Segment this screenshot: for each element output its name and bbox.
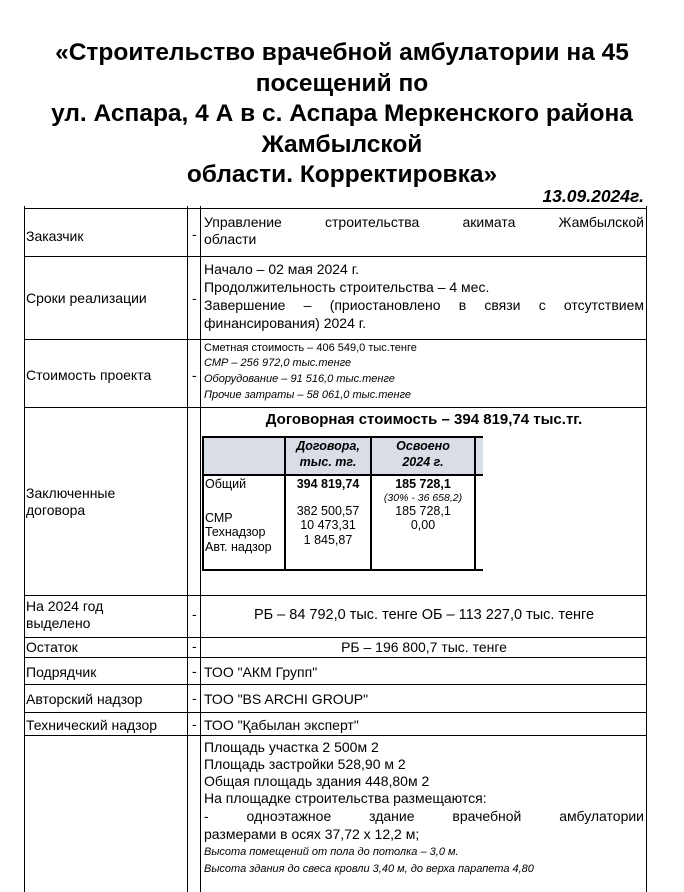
contract-total-heading: Договорная стоимость – 394 819,74 тыс.тг. — [265, 411, 583, 428]
row-label-contractor: Подрядчик — [26, 664, 97, 680]
row-dash: - — [192, 638, 197, 654]
cost-other: Прочие затраты – 58 061,0 тыс.тенге — [204, 389, 412, 401]
smr-done-value: 185 728,1 — [395, 504, 451, 518]
table-row-border — [24, 208, 646, 209]
table-border-right — [646, 206, 647, 892]
subtable-line — [202, 474, 483, 476]
table-column-divider — [200, 206, 201, 892]
col-header-line: Договора, — [296, 439, 360, 453]
table-row-border — [24, 735, 646, 736]
table-row-border — [24, 684, 646, 685]
total-area: Общая площадь здания 448,80м 2 — [204, 773, 430, 789]
row-label-avt: Авт. надзор — [205, 540, 272, 554]
subtable-line — [202, 436, 204, 571]
done-percent: (30% - 36 658,2) — [383, 492, 463, 504]
col-header-line: тыс. тг. — [299, 455, 357, 469]
terms-end-line1: Завершение – (приостановлено в связи с отсутствием — [204, 297, 644, 313]
row-label-cost: Стоимость проекта — [26, 367, 152, 383]
smr-contract-value: 382 500,57 — [296, 504, 360, 518]
technical-supervision-value: ТОО "Қабылан эксперт" — [204, 717, 359, 733]
row-dash: - — [192, 716, 197, 732]
building-line2: размерами в осях 37,72 х 12,2 м; — [204, 826, 420, 842]
row-label-smr: СМР — [205, 511, 233, 525]
row-label-customer: Заказчик — [26, 228, 84, 244]
row-dash: - — [192, 663, 197, 679]
col-header-line: Освоено — [396, 439, 450, 453]
title-line: «Строительство врачебной амбулатории на 45 — [55, 39, 629, 66]
document-date: 13.09.2024г. — [542, 186, 644, 206]
row-label-contracts-line2: договора — [26, 502, 86, 518]
cost-smr: СМР – 256 972,0 тыс.тенге — [204, 357, 352, 369]
table-row-border — [24, 595, 646, 596]
subtable-line — [202, 569, 483, 571]
table-row-border — [24, 256, 646, 257]
row-label-technical: Технический надзор — [26, 717, 158, 733]
subtable-col-done-header — [372, 438, 474, 470]
avt-contract-value: 1 845,87 — [303, 533, 353, 547]
table-row-border — [24, 637, 646, 638]
document-title — [0, 38, 684, 191]
row-label-allocated: На 2024 год — [26, 598, 104, 614]
site-placement: На площадке строительства размещаются: — [204, 790, 487, 806]
contractor-value: ТОО "АКМ Групп" — [204, 664, 318, 680]
room-height: Высота помещений от пола до потолка – 3,0 м. — [204, 846, 459, 858]
row-label-total: Общий — [205, 477, 247, 491]
table-row-border — [24, 407, 646, 408]
row-label-remainder: Остаток — [26, 639, 78, 655]
table-border-left — [24, 206, 25, 892]
table-row-border — [24, 712, 646, 713]
allocated-value: РБ – 84 792,0 тыс. тенге ОБ – 113 227,0 тыс. тенге — [253, 607, 595, 623]
remainder-value: РБ – 196 800,7 тыс. тенге — [341, 639, 507, 655]
table-row-border — [24, 339, 646, 340]
row-label-tech: Технадзор — [205, 525, 266, 539]
row-dash: - — [192, 690, 197, 706]
row-label-allocated-line2: выделено — [26, 615, 91, 631]
row-label-author: Авторский надзор — [26, 691, 143, 707]
title-line: ул. Аспара, 4 А в с. Аспара Меркенского района — [51, 100, 633, 127]
tech-done-value: 0,00 — [410, 518, 436, 532]
subtable-line — [474, 436, 476, 571]
terms-duration: Продолжительность строительства – 4 мес. — [204, 279, 490, 295]
contracts-subtable — [202, 436, 483, 571]
total-done-value: 185 728,1 — [395, 477, 451, 491]
cost-equipment: Оборудование – 91 516,0 тыс.тенге — [204, 373, 395, 385]
title-line: Жамбылской — [261, 130, 423, 158]
subtable-col-contract-header — [286, 438, 370, 470]
cost-estimate: Сметная стоимость – 406 549,0 тыс.тенге — [204, 342, 417, 354]
row-dash: - — [192, 290, 197, 306]
customer-value-line1: Управление строительства акимата Жамбылской — [204, 214, 644, 230]
site-area: Площадь участка 2 500м 2 — [204, 739, 379, 755]
total-contract-value: 394 819,74 — [296, 477, 360, 491]
row-label-contracts: Заключенные — [26, 485, 116, 501]
row-dash: - — [192, 367, 197, 383]
building-line1: - одноэтажное здание врачебной амбулатории — [204, 808, 644, 824]
row-dash: - — [192, 226, 197, 242]
row-label-terms: Сроки реализации — [26, 290, 147, 306]
building-height: Высота здания до свеса кровли 3,40 м, до верха парапета 4,80 — [204, 863, 534, 875]
col-header-line: 2024 г. — [402, 455, 444, 469]
terms-start: Начало – 02 мая 2024 г. — [204, 261, 360, 277]
row-dash: - — [192, 606, 197, 622]
terms-end-line2: финансирования) 2024 г. — [204, 315, 367, 331]
tech-contract-value: 10 473,31 — [300, 518, 356, 532]
table-row-border — [24, 657, 646, 658]
title-line: области. Корректировка» — [186, 161, 498, 188]
author-supervision-value: ТОО "BS ARCHI GROUP" — [204, 691, 369, 707]
build-area: Площадь застройки 528,90 м 2 — [204, 756, 406, 772]
table-column-divider — [187, 206, 188, 892]
title-line: посещений по — [255, 69, 429, 97]
customer-value-line2: области — [204, 231, 257, 247]
